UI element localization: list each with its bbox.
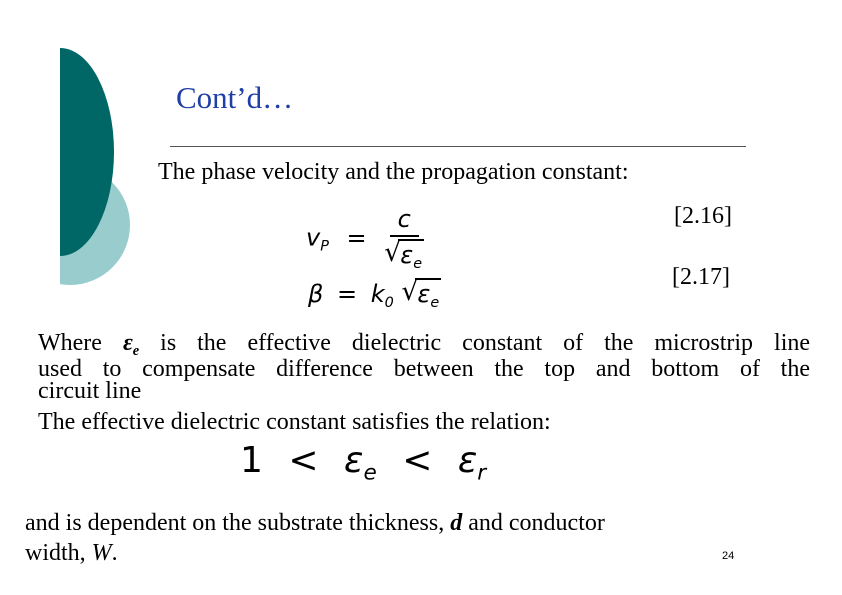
dependency-line-1: and is dependent on the substrate thickness, d and conductor xyxy=(25,510,605,536)
dark-teal-circle xyxy=(6,48,114,256)
intro-text: The phase velocity and the propagation constant: xyxy=(158,159,629,185)
page-number: 24 xyxy=(722,550,735,562)
title-divider xyxy=(170,146,746,147)
inequality-equation: $1 < \varepsilon_e < \varepsilon_r$ xyxy=(240,440,487,486)
relation-text: The effective dielectric constant satisfies the relation: xyxy=(38,409,551,435)
para-line-1: Where $\varepsilon_e$ is the effective dielectric constant of the microstrip line xyxy=(38,330,811,360)
equation-ref-2-17: [2.17] xyxy=(672,264,730,290)
equation-ref-2-16: [2.16] xyxy=(674,203,732,229)
slide-title: Cont’d… xyxy=(176,80,294,115)
equation-propagation-constant: $\beta = k_0$ √ $\varepsilon_e$ xyxy=(308,276,440,312)
para-line-2: used to compensate difference between the top and bottom of the xyxy=(38,356,810,382)
para-line-3: circuit line xyxy=(38,378,142,404)
equation-phase-velocity: $v_P$ = c √ $\varepsilon_e$ xyxy=(306,205,423,273)
dependency-line-2: width, W. xyxy=(25,540,118,566)
